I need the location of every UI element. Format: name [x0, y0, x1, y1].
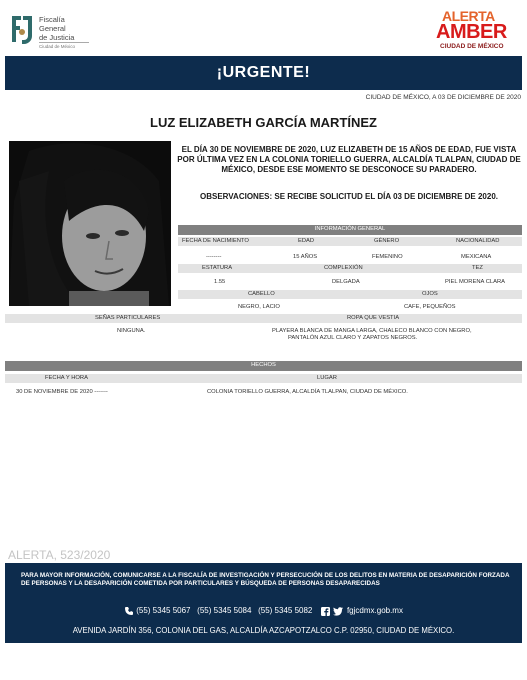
alert-number: ALERTA, 523/2020 [8, 548, 111, 562]
person-name: LUZ ELIZABETH GARCÍA MARTÍNEZ [150, 115, 377, 130]
case-description: EL DÍA 30 DE NOVIEMBRE DE 2020, LUZ ELIZABETH DE 15 AÑOS DE EDAD, FUE VISTA POR ÚLTIMA VEZ EN LA COLONIA TORIELLO GUERRA, ALCALDÍA TLALPAN, CIUDAD DE MÉXICO, DESDE ESE MOMENTO SE DESCONOCE SU PARADERO. [177, 145, 521, 174]
clothes-value-line1: PLAYERA BLANCA DE MANGA LARGA, CHALECO BLANCO CON NEGRO, [272, 328, 472, 334]
nationality-value: MEXICANA [461, 254, 492, 260]
facebook-icon[interactable] [321, 607, 330, 616]
fiscalia-line2: General [39, 24, 66, 33]
phone-3[interactable]: (55) 5345 5082 [258, 606, 313, 616]
amber-line3: CIUDAD DE MÉXICO [440, 43, 504, 50]
alerta-amber-logo [432, 8, 522, 54]
case-observations: OBSERVACIONES: SE RECIBE SOLICITUD EL DÍA 03 DE DICIEMBRE DE 2020. [200, 192, 498, 201]
footer-address: AVENIDA JARDÍN 356, COLONIA DEL GAS, ALCALDÍA AZCAPOTZALCO C.P. 02950, CIUDAD DE MÉXICO. [72, 626, 455, 635]
clothes-value-line2: PANTALÓN AZUL CLARO Y ZAPATOS NEGROS. [288, 335, 418, 341]
eyes-value: CAFE, PEQUEÑOS [404, 304, 456, 310]
issue-date: CIUDAD DE MÉXICO, A 03 DE DICIEMBRE DE 2020 [365, 94, 521, 101]
header-height: ESTATURA [202, 265, 233, 271]
phone-icon [124, 606, 134, 616]
header-datetime: FECHA Y HORA [45, 375, 88, 381]
general-info-title: INFORMACIÓN GENERAL [178, 225, 522, 235]
footer-info: PARA MAYOR INFORMACIÓN, COMUNICARSE A LA FISCALÍA DE INVESTIGACIÓN Y PERSECUCIÓN DE LOS DELITOS EN MATERIA DE DESAPARICIÓN FORZADA DE PERSONAS Y LA DESAPARICIÓN COMETIDA POR PARTICULARES Y BÚSQUEDA DE PERSONAS DESAPARECIDAS [21, 572, 510, 587]
events-title: HECHOS [5, 361, 522, 371]
skin-value: PIEL MORENA CLARA [445, 279, 506, 285]
header-birth-date: FECHA DE NACIMIENTO [182, 238, 249, 244]
fiscalia-logo [8, 12, 98, 56]
event-datetime-value: 30 DE NOVIEMBRE DE 2020 ------- [16, 389, 108, 395]
general-info-header-row-3 [178, 290, 522, 299]
person-photo [9, 141, 171, 306]
twitter-icon[interactable] [333, 607, 343, 616]
fiscalia-line1: Fiscalía [39, 15, 65, 24]
build-value: DELGADA [332, 279, 360, 285]
general-info-header-row-4 [5, 314, 522, 323]
header-eyes: OJOS [422, 291, 438, 297]
logo-divider [39, 42, 89, 43]
fiscalia-line3: de Justicia [39, 33, 75, 42]
footer [5, 563, 522, 643]
amber-line1: ALERTA [442, 8, 495, 24]
header-skin: TEZ [472, 265, 483, 271]
event-place-value: COLONIA TORIELLO GUERRA, ALCALDÍA TLALPAN, CIUDAD DE MÉXICO. [207, 389, 408, 395]
header-build: COMPLEXIÓN [324, 265, 363, 271]
general-info-header-row-2 [178, 264, 522, 273]
header-clothes: ROPA QUE VESTIA [347, 315, 400, 321]
social-handle[interactable]: fgjcdmx.gob.mx [346, 606, 403, 616]
header-place: LUGAR [317, 375, 337, 381]
amber-line2: AMBER [436, 21, 507, 43]
fiscalia-line4: Ciudad de México [39, 44, 76, 49]
header [0, 0, 527, 58]
header-age: EDAD [298, 238, 315, 244]
urgent-banner: ¡URGENTE! [5, 56, 522, 90]
header-hair: CABELLO [248, 291, 275, 297]
events-header-row [5, 374, 522, 383]
phone-2[interactable]: (55) 5345 5084 [197, 606, 252, 616]
hair-value: NEGRO, LACIO [238, 304, 280, 310]
age-value: 15 AÑOS [293, 254, 318, 260]
header-nationality: NACIONALIDAD [456, 238, 500, 244]
header-marks: SEÑAS PARTICULARES [95, 315, 161, 321]
birth-date-value: -------- [206, 254, 222, 260]
marks-value: NINGUNA. [117, 328, 146, 334]
footer-contacts [5, 606, 522, 616]
general-info-header-row-1 [178, 237, 522, 246]
fgj-logo-icon [8, 12, 36, 48]
height-value: 1.55 [214, 279, 226, 285]
phone-1[interactable]: (55) 5345 5067 [136, 606, 191, 616]
header-gender: GÉNERO [374, 238, 400, 244]
person-photo-drawing [9, 141, 171, 306]
gender-value: FEMENINO [372, 254, 403, 260]
